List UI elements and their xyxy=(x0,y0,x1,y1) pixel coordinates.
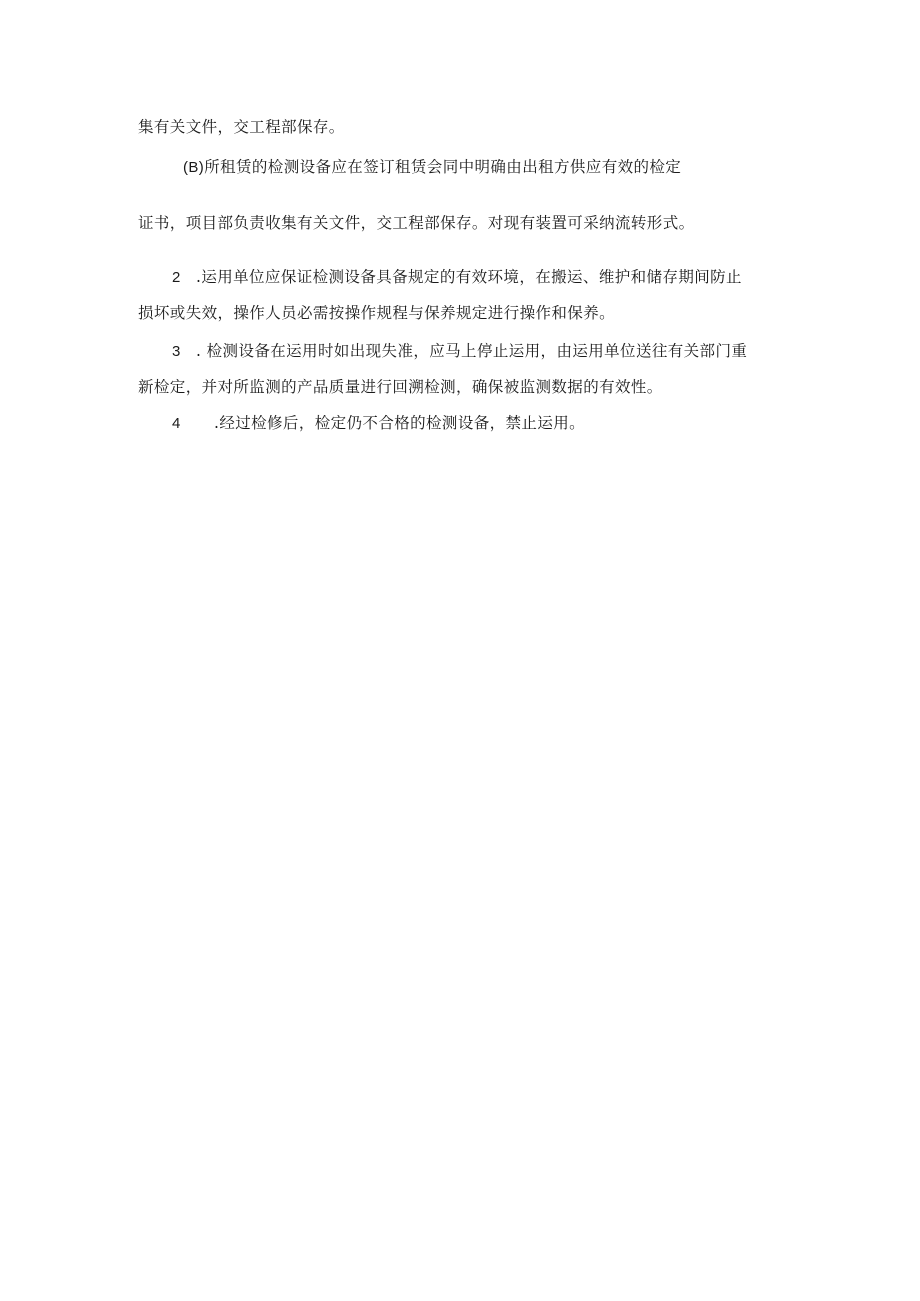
item-2-line-1 xyxy=(172,267,742,288)
item-2-number: 2 xyxy=(172,269,181,286)
item-3-number: 3 xyxy=(172,343,181,360)
item-4-line-1 xyxy=(172,413,585,434)
paragraph-a-tail xyxy=(138,117,345,137)
paragraph-b-line-2 xyxy=(138,213,695,233)
paragraph-b-prefix: (B) xyxy=(183,159,205,176)
paragraph-b-line-1 xyxy=(183,157,681,178)
item-2-line-2-text: 损坏或失效，操作人员必需按操作规程与保养规定进行操作和保养。 xyxy=(138,304,616,322)
paragraph-b-line-2-text: 证书，项目部负责收集有关文件，交工程部保存。对现有装置可采纳流转形式。 xyxy=(138,214,695,232)
item-3-line-1 xyxy=(172,341,747,362)
item-4-line-1-text: .经过检修后，检定仍不合格的检测设备，禁止运用。 xyxy=(214,414,586,432)
paragraph-a-tail-text: 集有关文件，交工程部保存。 xyxy=(138,118,345,136)
item-2-line-1-text: .运用单位应保证检测设备具备规定的有效环境，在搬运、维护和储存期间防止 xyxy=(196,268,742,286)
item-2-line-2 xyxy=(138,303,615,323)
item-3-line-2 xyxy=(138,377,663,397)
item-4-number: 4 xyxy=(172,415,181,432)
item-3-line-1-text: . 检测设备在运用时如出现失准，应马上停止运用，由运用单位送往有关部门重 xyxy=(196,342,748,360)
item-3-line-2-text: 新检定，并对所监测的产品质量进行回溯检测，确保被监测数据的有效性。 xyxy=(138,378,663,396)
paragraph-b-line-1-text: 所租赁的检测设备应在签订租赁会同中明确由出租方供应有效的检定 xyxy=(204,158,682,176)
